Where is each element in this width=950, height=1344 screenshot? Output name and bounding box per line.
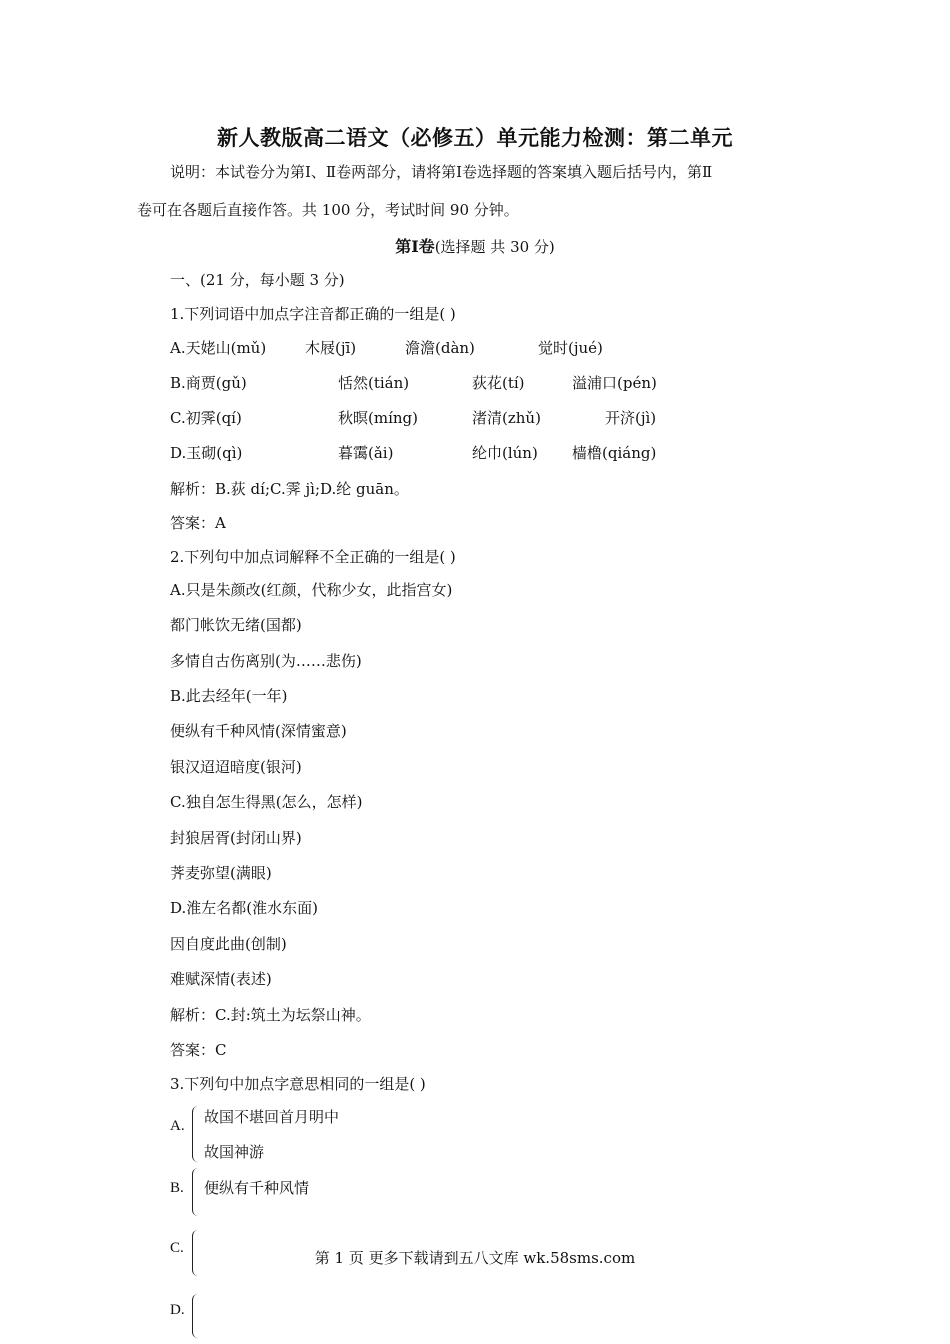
question-1-stem: 1.下列词语中加点字注音都正确的一组是( ): [170, 305, 456, 323]
q1-option-c-3: 渚清(zhǔ): [472, 409, 541, 427]
q2-line: B.此去经年(一年): [170, 687, 288, 705]
q2-line: 荠麦弥望(满眼): [170, 864, 272, 882]
q2-line: 封狼居胥(封闭山界): [170, 829, 302, 847]
q3-option-a-line-2: 故国神游: [204, 1143, 265, 1161]
q2-line: A.只是朱颜改(红颜，代称少女，此指宫女): [170, 581, 453, 599]
q3-option-a-line-1: 故国不堪回首月明中: [204, 1108, 340, 1126]
q1-option-a-4: 觉时(jué): [538, 339, 603, 357]
page-footer: 第 1 页 更多下载请到五八文库 wk.58sms.com: [314, 1249, 636, 1267]
q1-option-d-4: 樯橹(qiáng): [572, 444, 657, 462]
document-title: 新人教版高二语文（必修五）单元能力检测：第二单元: [217, 125, 733, 150]
q1-option-d-2: 暮霭(ǎi): [338, 444, 394, 462]
question-1-answer: 答案：A: [170, 514, 226, 532]
q1-option-b-2: 恬然(tián): [338, 374, 410, 392]
q1-option-d-3: 纶巾(lún): [472, 444, 538, 462]
q1-option-c-1: C.初霁(qí): [170, 409, 242, 427]
instructions-line-2: 卷可在各题后直接作答。共 100 分，考试时间 90 分钟。: [137, 201, 519, 219]
section-one-heading: 一、(21 分，每小题 3 分): [170, 271, 345, 289]
q1-option-a-1: A.天姥山(mǔ): [170, 339, 267, 357]
part-one-description: (选择题 共 30 分): [434, 238, 555, 256]
question-2-stem: 2.下列句中加点词解释不全正确的一组是( ): [170, 548, 456, 566]
question-1-analysis: 解析：B.荻 dí;C.霁 jì;D.纶 guān。: [170, 480, 409, 498]
q3-option-b-brace: [192, 1168, 201, 1216]
q2-line: C.独自怎生得黑(怎么，怎样): [170, 793, 363, 811]
q1-option-d-1: D.玉砌(qì): [170, 444, 243, 462]
q3-option-a-brace: [192, 1106, 201, 1162]
q2-line: 都门帐饮无绪(国都): [170, 616, 302, 634]
q3-option-d-brace: [192, 1294, 201, 1338]
q2-line: 因自度此曲(创制): [170, 935, 287, 953]
q1-option-c-4: 开济(jì): [605, 409, 657, 427]
question-2-analysis: 解析：C.封:筑土为坛祭山神。: [170, 1006, 371, 1024]
part-one-heading: [0, 234, 950, 257]
q3-option-b-letter: B.: [170, 1180, 184, 1196]
question-3-stem: 3.下列句中加点字意思相同的一组是( ): [170, 1075, 426, 1093]
q2-line: 难赋深情(表述): [170, 970, 272, 988]
question-2-answer: 答案：C: [170, 1041, 227, 1059]
q2-line: 银汉迢迢暗度(银河): [170, 758, 302, 776]
q2-line: 便纵有千种风情(深情蜜意): [170, 722, 347, 740]
q3-option-d-letter: D.: [170, 1302, 185, 1318]
q2-line: 多情自古伤离别(为……悲伤): [170, 652, 362, 670]
instructions-line-1: 说明：本试卷分为第Ⅰ、Ⅱ卷两部分，请将第Ⅰ卷选择题的答案填入题后括号内，第Ⅱ: [170, 163, 713, 181]
part-one-label: 第Ⅰ卷: [395, 237, 435, 256]
q3-option-c-letter: C.: [170, 1240, 184, 1256]
q1-option-b-3: 荻花(tí): [472, 374, 525, 392]
q2-line: D.淮左名都(淮水东面): [170, 899, 318, 917]
q1-option-a-3: 澹澹(dàn): [405, 339, 475, 357]
q3-option-b-line-1: 便纵有千种风情: [204, 1179, 310, 1197]
q1-option-b-1: B.商贾(gǔ): [170, 374, 247, 392]
q1-option-c-2: 秋暝(míng): [338, 409, 418, 427]
q1-option-a-2: 木屐(jī): [305, 339, 357, 357]
q1-option-b-4: 溢浦口(pén): [572, 374, 657, 392]
q3-option-a-letter: A.: [170, 1118, 185, 1134]
